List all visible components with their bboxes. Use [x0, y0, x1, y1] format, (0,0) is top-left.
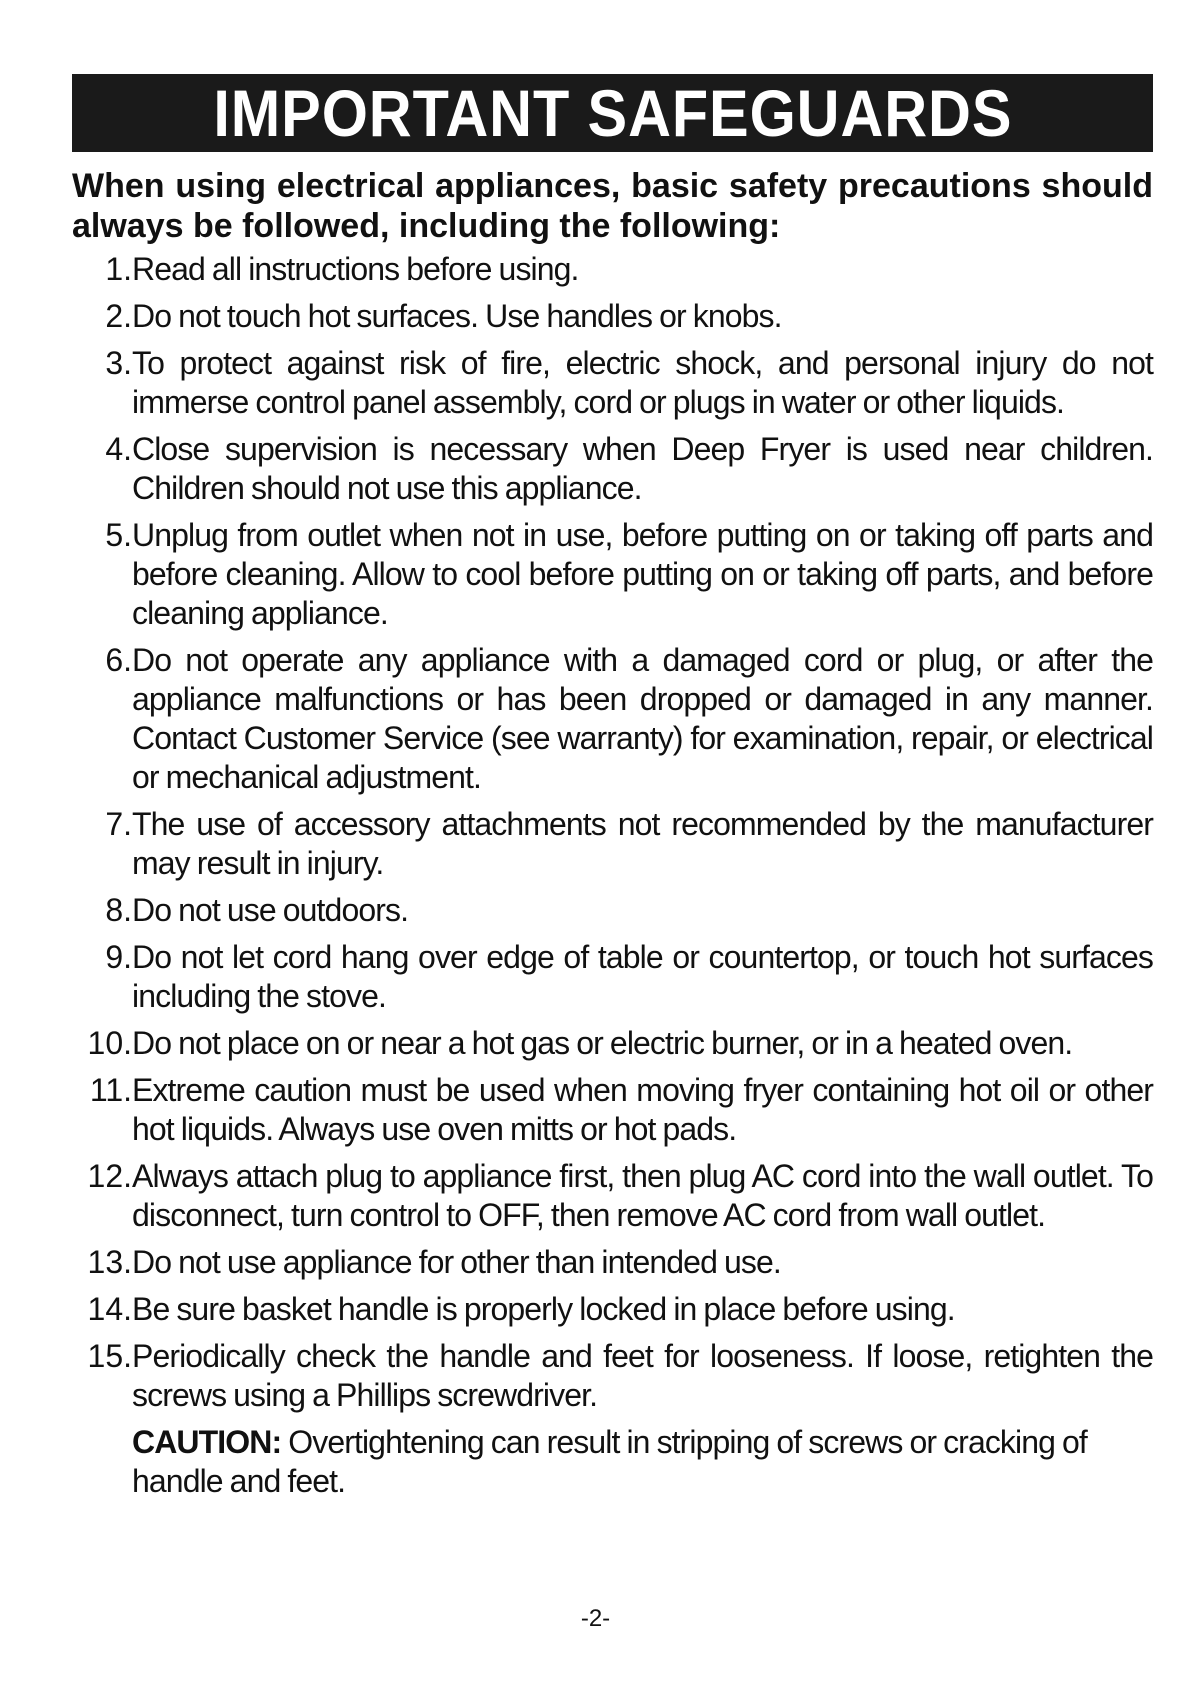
list-item [72, 516, 1153, 633]
item-number: 6. [105, 642, 132, 678]
list-item [72, 891, 1153, 930]
item-number: 4. [105, 431, 132, 467]
list-item [72, 938, 1153, 1016]
caution-text: Overtightening can result in stripping of screws or cracking of handle and feet. [132, 1424, 1087, 1499]
item-number: 12. [87, 1158, 132, 1194]
list-item [72, 641, 1153, 797]
item-number: 10. [87, 1025, 132, 1061]
item-text: Periodically check the handle and feet for looseness. If loose, retighten the screws using a Phillips screwdriver. [132, 1338, 1153, 1413]
item-number: 3. [105, 345, 132, 381]
item-text: The use of accessory attachments not recommended by the manufacturer may result in injury. [132, 806, 1153, 881]
item-text: Always attach plug to appliance first, then plug AC cord into the wall outlet. To disconnect, turn control to OFF, then remove AC cord from wall outlet. [132, 1158, 1153, 1233]
list-item [72, 297, 1153, 336]
list-item [72, 250, 1153, 289]
item-text: To protect against risk of fire, electric shock, and personal injury do not immerse control panel assembly, cord or plugs in water or other liquids. [132, 345, 1153, 420]
item-text: Do not place on or near a hot gas or electric burner, or in a heated oven. [132, 1025, 1073, 1061]
document-page [72, 74, 1153, 1501]
item-number: 2. [105, 298, 132, 334]
item-text: Do not let cord hang over edge of table or countertop, or touch hot surfaces including the stove. [132, 939, 1153, 1014]
item-number: 8. [105, 892, 132, 928]
item-number: 15. [87, 1338, 132, 1374]
item-text: Do not use outdoors. [132, 892, 409, 928]
safeguards-list [72, 250, 1153, 1415]
intro-paragraph: When using electrical appliances, basic safety precautions should always be followed, including the following: [72, 167, 1153, 245]
item-text: Extreme caution must be used when moving fryer containing hot oil or other hot liquids. Always use oven mitts or hot pads. [132, 1072, 1153, 1147]
list-item [72, 1157, 1153, 1235]
list-item [72, 1243, 1153, 1282]
list-item [72, 1024, 1153, 1063]
item-number: 5. [105, 517, 132, 553]
list-item [72, 1337, 1153, 1415]
list-item [72, 1071, 1153, 1149]
list-item [72, 430, 1153, 508]
item-number: 14. [87, 1291, 132, 1327]
item-number: 13. [87, 1244, 132, 1280]
list-item [72, 344, 1153, 422]
page-number: -2- [580, 1605, 611, 1632]
item-text: Do not touch hot surfaces. Use handles or knobs. [132, 298, 782, 334]
caution-label: CAUTION: [132, 1424, 282, 1460]
page-title: IMPORTANT SAFEGUARDS [212, 76, 1012, 150]
item-number: 1. [105, 251, 132, 287]
caution-note [72, 1423, 1153, 1501]
list-item [72, 1290, 1153, 1329]
item-text: Unplug from outlet when not in use, before putting on or taking off parts and before cleaning. Allow to cool before putting on or taking off parts, and before cleaning appliance. [132, 517, 1153, 631]
item-number: 11. [89, 1072, 132, 1108]
item-text: Be sure basket handle is properly locked in place before using. [132, 1291, 955, 1327]
item-number: 9. [105, 939, 132, 975]
item-text: Read all instructions before using. [132, 251, 579, 287]
title-bar [72, 74, 1153, 152]
item-number: 7. [105, 806, 132, 842]
item-text: Close supervision is necessary when Deep Fryer is used near children. Children should not use this appliance. [132, 431, 1153, 506]
item-text: Do not operate any appliance with a damaged cord or plug, or after the appliance malfunctions or has been dropped or damaged in any manner. Contact Customer Service (see warranty) for examination, repair, or electrical or mechanical adjustment. [132, 642, 1153, 795]
item-text: Do not use appliance for other than intended use. [132, 1244, 781, 1280]
list-item [72, 805, 1153, 883]
